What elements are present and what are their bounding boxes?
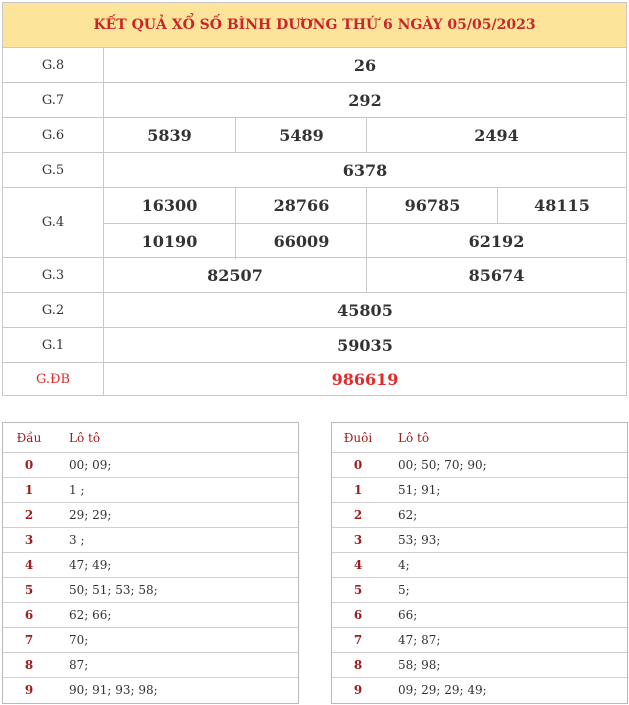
prize-row-g8 <box>3 48 626 83</box>
row-key: 7 <box>24 633 34 647</box>
header-loto: Lô tô <box>398 431 430 445</box>
row-values: 58; 98; <box>398 658 441 672</box>
prize-label: G.5 <box>3 153 104 187</box>
prize-number: 26 <box>353 55 377 75</box>
row-key: 8 <box>24 658 34 672</box>
prize-row-g7 <box>3 83 626 118</box>
table-row <box>332 553 627 578</box>
prize-number: 82507 <box>207 265 263 285</box>
row-key: 6 <box>24 608 34 622</box>
table-row <box>332 453 627 478</box>
row-values: 66; <box>398 608 418 622</box>
row-values: 70; <box>69 633 89 647</box>
table-row <box>332 628 627 653</box>
row-key: 9 <box>353 683 363 697</box>
prize-number: 6378 <box>342 160 388 180</box>
prize-number: 45805 <box>337 300 393 320</box>
row-values: 53; 93; <box>398 533 441 547</box>
prize-row-g1 <box>3 328 626 363</box>
row-key: 9 <box>24 683 34 697</box>
prize-label: G.ĐB <box>3 363 104 395</box>
table-row <box>3 653 298 678</box>
prize-label: G.4 <box>3 188 104 257</box>
table-row <box>332 653 627 678</box>
row-key: 5 <box>24 583 34 597</box>
table-row <box>3 528 298 553</box>
prize-row-g3 <box>3 258 626 293</box>
prize-number: 5489 <box>235 118 367 152</box>
row-key: 5 <box>353 583 363 597</box>
prize-number: 16300 <box>141 196 198 215</box>
table-row <box>3 553 298 578</box>
row-values: 50; 51; 53; 58; <box>69 583 158 597</box>
row-values: 62; <box>398 508 418 522</box>
table-row <box>332 603 627 628</box>
prize-row-g5 <box>3 153 626 188</box>
row-key: 4 <box>24 558 34 572</box>
prize-number: 292 <box>348 90 382 110</box>
row-values: 51; 91; <box>398 483 441 497</box>
table-row <box>332 478 627 503</box>
row-values: 00; 50; 70; 90; <box>398 458 487 472</box>
prize-label: G.7 <box>3 83 104 117</box>
row-key: 1 <box>24 483 34 497</box>
table-row <box>332 678 627 703</box>
prize-number: 48115 <box>497 188 626 223</box>
row-key: 1 <box>353 483 363 497</box>
prize-label: G.6 <box>3 118 104 152</box>
prize-number: 85674 <box>366 258 626 292</box>
header-loto: Lô tô <box>69 431 101 445</box>
prize-row-g4 <box>3 188 626 258</box>
table-row <box>332 578 627 603</box>
row-values: 87; <box>69 658 89 672</box>
prize-number: 2494 <box>366 118 626 152</box>
row-key: 6 <box>353 608 363 622</box>
row-values: 1 ; <box>69 483 85 497</box>
results-title: KẾT QUẢ XỔ SỐ BÌNH DƯƠNG THỨ 6 NGÀY 05/05/2023 <box>3 3 626 48</box>
prize-number: 62192 <box>366 223 626 259</box>
row-key: 3 <box>24 533 34 547</box>
row-key: 2 <box>353 508 363 522</box>
row-values: 00; 09; <box>69 458 112 472</box>
prize-number: 59035 <box>337 335 393 355</box>
row-values: 09; 29; 29; 49; <box>398 683 487 697</box>
row-key: 2 <box>24 508 34 522</box>
row-key: 0 <box>24 458 34 472</box>
prize-label: G.2 <box>3 293 104 327</box>
table-row <box>3 578 298 603</box>
table-row <box>3 628 298 653</box>
row-values: 3 ; <box>69 533 85 547</box>
prize-number: 5839 <box>147 125 192 145</box>
table-row <box>332 503 627 528</box>
table-row <box>3 453 298 478</box>
table-row <box>3 603 298 628</box>
prize-number: 10190 <box>104 223 235 259</box>
row-key: 3 <box>353 533 363 547</box>
row-values: 47; 87; <box>398 633 441 647</box>
row-key: 0 <box>353 458 363 472</box>
row-key: 4 <box>353 558 363 572</box>
row-values: 90; 91; 93; 98; <box>69 683 158 697</box>
table-row <box>3 503 298 528</box>
table-row <box>3 678 298 703</box>
prize-label: G.1 <box>3 328 104 362</box>
table-row <box>332 528 627 553</box>
table-header <box>332 423 627 453</box>
row-values: 47; 49; <box>69 558 112 572</box>
header-dau: Đầu <box>16 431 42 445</box>
results-table <box>2 2 627 396</box>
prize-label: G.3 <box>3 258 104 292</box>
row-values: 5; <box>398 583 410 597</box>
dau-loto-table <box>2 422 299 704</box>
prize-number: 28766 <box>235 188 367 223</box>
row-values: 29; 29; <box>69 508 112 522</box>
row-key: 7 <box>353 633 363 647</box>
duoi-loto-table <box>331 422 628 704</box>
prize-row-g2 <box>3 293 626 328</box>
table-header <box>3 423 298 453</box>
special-prize-number: 986619 <box>331 369 399 389</box>
row-values: 4; <box>398 558 410 572</box>
header-duoi: Đuôi <box>343 431 373 445</box>
prize-row-g6 <box>3 118 626 153</box>
prize-row-special <box>3 363 626 395</box>
row-values: 62; 66; <box>69 608 112 622</box>
prize-label: G.8 <box>3 48 104 82</box>
table-row <box>3 478 298 503</box>
row-key: 8 <box>353 658 363 672</box>
prize-number: 66009 <box>235 223 367 259</box>
prize-number: 96785 <box>366 188 498 223</box>
